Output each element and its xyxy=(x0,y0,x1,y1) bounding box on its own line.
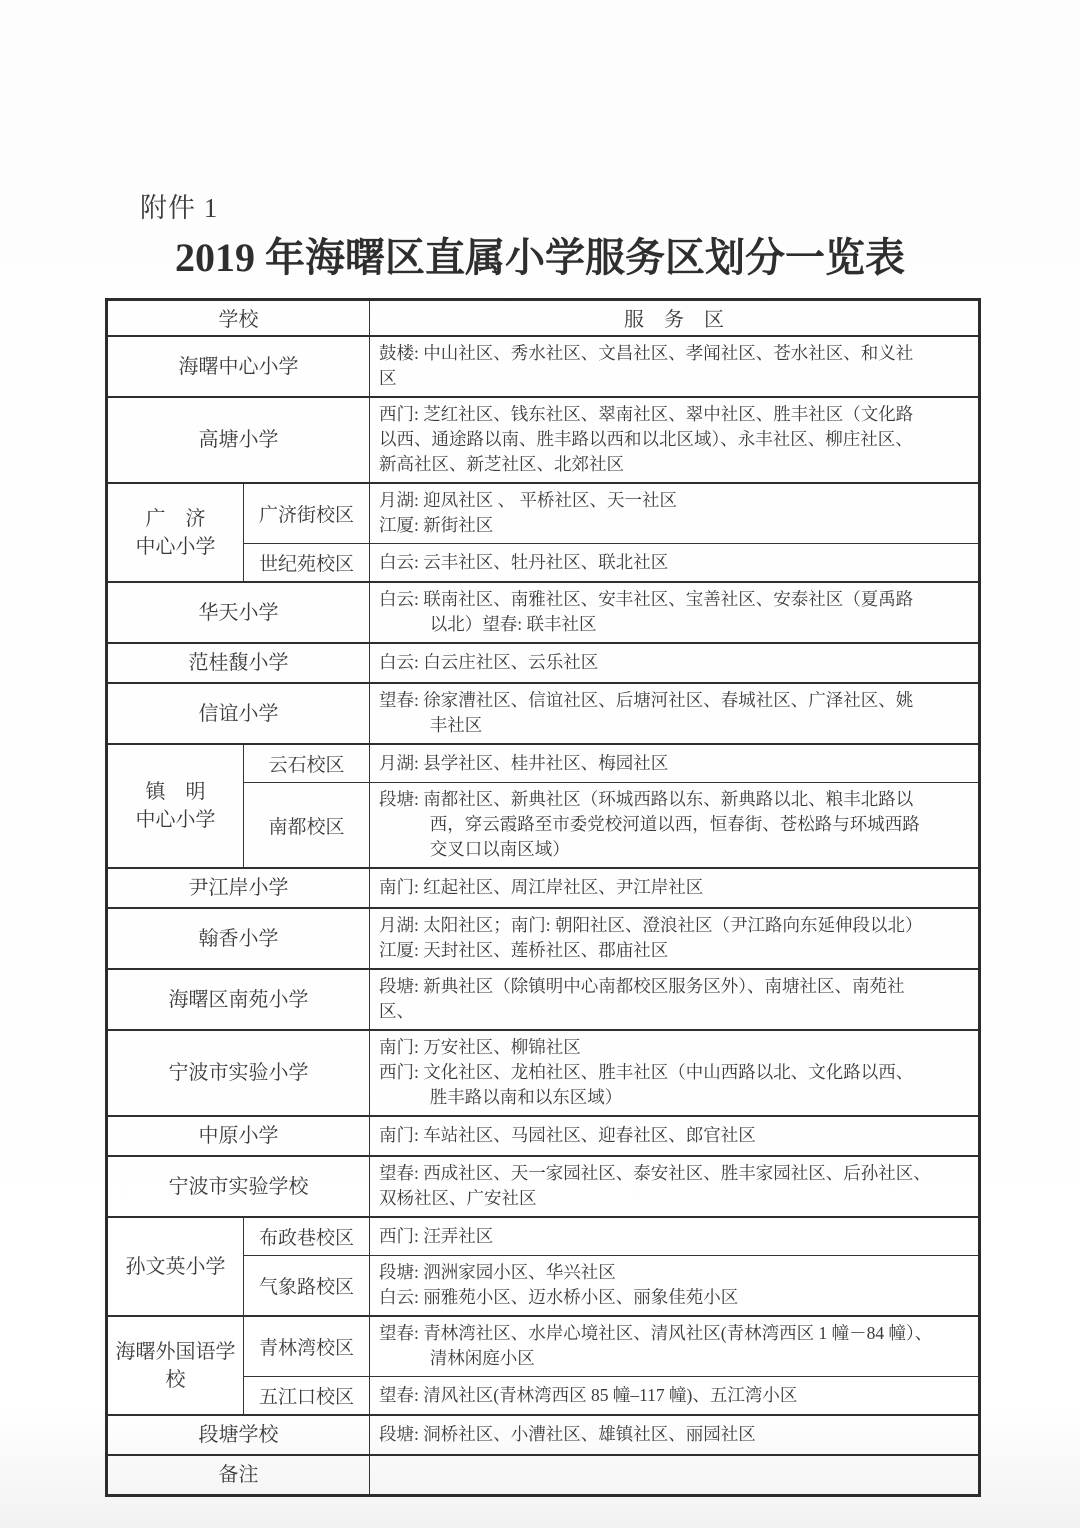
service-area-cell xyxy=(370,544,980,583)
service-area-line: 以北）望春: 联丰社区 xyxy=(429,614,597,634)
service-area-line: 南门: 红起社区、周江岸社区、尹江岸社区 xyxy=(379,877,704,897)
school-name-cell xyxy=(107,336,370,397)
service-area-line: 段塘: 泗洲家园小区、华兴社区 xyxy=(379,1262,616,1282)
school-name-line: 华天小学 xyxy=(198,601,279,624)
service-area-line: 西门: 汪弄社区 xyxy=(379,1225,494,1246)
school-name-cell xyxy=(107,744,244,868)
school-name-cell xyxy=(107,483,244,582)
service-area-line: 双杨社区、广安社区 xyxy=(379,1188,537,1208)
service-area-cell xyxy=(370,1316,980,1377)
service-area-line: 西，穿云霞路至市委党校河道以西，恒春街、苍松路与环城西路 xyxy=(429,814,920,834)
school-name-line: 高塘小学 xyxy=(198,429,279,451)
table-row xyxy=(107,397,980,483)
service-area-cell xyxy=(370,483,980,544)
school-name-line: 信谊小学 xyxy=(198,702,279,725)
service-area-line: 白云: 丽雅苑小区、迈水桥小区、丽象佳苑小区 xyxy=(379,1287,739,1307)
service-area-cell xyxy=(370,1156,980,1217)
column-header-service: 服 务 区 xyxy=(370,300,980,337)
table-row xyxy=(107,969,980,1030)
table-row xyxy=(107,908,980,969)
school-name-cell xyxy=(107,1415,370,1455)
attachment-label: 附件 1 xyxy=(140,193,219,223)
service-area-line: 南门: 万安社区、柳锦社区 xyxy=(379,1037,581,1057)
school-name-line: 海曙中心小学 xyxy=(178,355,299,378)
page-title: 2019 年海曙区直属小学服务区划分一览表 xyxy=(175,235,905,280)
table-row xyxy=(107,868,980,908)
school-name-line: 中心小学 xyxy=(135,809,216,831)
service-area-cell xyxy=(370,397,980,483)
school-name-line: 尹江岸小学 xyxy=(188,877,289,899)
service-area-cell xyxy=(370,1377,980,1416)
service-area-line: 西门: 芝红社区、钱东社区、翠南社区、翠中社区、胜丰社区（文化路 xyxy=(379,404,914,424)
service-area-line: 月湖: 县学社区、桂井社区、梅园社区 xyxy=(379,752,669,773)
campus-name-cell: 世纪苑校区 xyxy=(244,544,370,583)
school-name-cell xyxy=(107,868,370,908)
school-name-line: 中心小学 xyxy=(135,535,216,558)
school-name-cell xyxy=(107,1455,370,1496)
school-name-cell xyxy=(107,908,370,969)
school-name-line: 宁波市实验学校 xyxy=(168,1175,309,1198)
school-name-cell xyxy=(107,969,370,1030)
campus-name-cell: 云石校区 xyxy=(244,744,370,783)
service-area-line: 白云: 云丰社区、牡丹社区、联北社区 xyxy=(379,551,669,572)
school-name-cell xyxy=(107,582,370,643)
school-name-line: 海曙区南苑小学 xyxy=(168,988,309,1011)
table-row xyxy=(107,1415,980,1455)
service-area-line: 望春: 西成社区、天一家园社区、泰安社区、胜丰家园社区、后孙社区、 xyxy=(379,1163,931,1183)
service-area-line: 江厦: 新街社区 xyxy=(379,515,494,535)
school-name-line: 范桂馥小学 xyxy=(188,652,289,674)
service-area-line: 丰社区 xyxy=(429,715,483,735)
service-area-cell xyxy=(370,1116,980,1156)
service-area-line: 段塘: 洞桥社区、小漕社区、雄镇社区、丽园社区 xyxy=(379,1424,756,1444)
service-area-line: 南门: 车站社区、马园社区、迎春社区、郎官社区 xyxy=(379,1125,756,1145)
school-name-line: 翰香小学 xyxy=(198,927,279,950)
table-row xyxy=(107,1455,980,1496)
school-name-cell xyxy=(107,1030,370,1116)
service-area-line: 江厦: 天封社区、莲桥社区、郡庙社区 xyxy=(379,940,669,960)
service-area-table xyxy=(105,298,981,1497)
service-area-cell xyxy=(370,683,980,744)
service-area-cell xyxy=(370,868,980,908)
service-area-line: 望春: 徐家漕社区、信谊社区、后塘河社区、春城社区、广泽社区、姚 xyxy=(379,690,914,710)
service-area-line: 交叉口以南区域） xyxy=(429,839,570,859)
school-name-line: 中原小学 xyxy=(198,1125,279,1147)
table-row xyxy=(107,1156,980,1217)
service-area-line: 区 xyxy=(379,368,397,388)
school-name-cell xyxy=(107,1156,370,1217)
service-area-cell xyxy=(370,1256,980,1317)
service-area-line: 新高社区、新芝社区、北郊社区 xyxy=(379,454,624,474)
campus-name-cell: 广济街校区 xyxy=(244,483,370,544)
service-area-cell xyxy=(370,969,980,1030)
service-area-cell xyxy=(370,336,980,397)
column-header-school: 学校 xyxy=(107,300,370,337)
school-name-cell xyxy=(107,683,370,744)
campus-name-cell: 青林湾校区 xyxy=(244,1316,370,1377)
table-row xyxy=(107,1316,980,1377)
service-area-line: 段塘: 新典社区（除镇明中心南都校区服务区外）、南塘社区、南苑社 xyxy=(379,976,905,996)
school-name-line: 宁波市实验小学 xyxy=(168,1062,309,1084)
service-area-cell xyxy=(370,1217,980,1256)
school-name-line: 校 xyxy=(165,1368,186,1391)
service-area-cell xyxy=(370,643,980,683)
school-name-line: 段塘学校 xyxy=(198,1424,279,1446)
service-area-line: 区、 xyxy=(379,1001,414,1021)
table-row xyxy=(107,744,980,783)
table-row xyxy=(107,643,980,683)
table-row xyxy=(107,483,980,544)
service-area-cell xyxy=(370,783,980,869)
service-area-line: 望春: 青林湾社区、水岸心境社区、清风社区(青林湾西区 1 幢－84 幢）、 xyxy=(379,1323,933,1343)
service-area-line: 月湖: 太阳社区；南门: 朝阳社区、澄浪社区（尹江路向东延伸段以北） xyxy=(379,915,923,935)
service-area-line: 鼓楼: 中山社区、秀水社区、文昌社区、孝闻社区、苍水社区、和义社 xyxy=(379,343,914,363)
service-area-line: 白云: 联南社区、南雅社区、安丰社区、宝善社区、安泰社区（夏禹路 xyxy=(379,589,914,609)
service-area-line: 西门: 文化社区、龙柏社区、胜丰社区（中山西路以北、文化路以西、 xyxy=(379,1062,914,1082)
table-row xyxy=(107,582,980,643)
service-area-line: 望春: 清风社区(青林湾西区 85 幢–117 幢)、五江湾小区 xyxy=(379,1384,798,1405)
school-name-line: 镇 明 xyxy=(145,781,206,803)
campus-name-cell: 南都校区 xyxy=(244,783,370,869)
service-area-line: 以西、通途路以南、胜丰路以西和以北区域）、永丰社区、柳庄社区、 xyxy=(379,429,913,449)
service-area-cell xyxy=(370,1415,980,1455)
table-header-row xyxy=(107,300,980,337)
school-name-cell xyxy=(107,397,370,483)
service-area-line: 月湖: 迎凤社区 、 平桥社区、天一社区 xyxy=(379,490,677,510)
service-area-cell xyxy=(370,1030,980,1116)
table-row xyxy=(107,683,980,744)
campus-name-cell: 气象路校区 xyxy=(244,1256,370,1317)
service-area-line: 白云: 白云庄社区、云乐社区 xyxy=(379,652,599,672)
service-area-cell xyxy=(370,582,980,643)
campus-name-cell: 五江口校区 xyxy=(244,1377,370,1416)
school-name-line: 广 济 xyxy=(145,507,206,530)
service-area-cell xyxy=(370,908,980,969)
service-area-line: 胜丰路以南和以东区域） xyxy=(429,1087,623,1107)
table-row xyxy=(107,1217,980,1256)
table-row xyxy=(107,336,980,397)
service-area-line: 清林闲庭小区 xyxy=(429,1348,535,1368)
service-area-cell xyxy=(370,1455,980,1496)
campus-name-cell: 布政巷校区 xyxy=(244,1217,370,1256)
school-name-line: 备注 xyxy=(218,1464,259,1486)
school-name-cell xyxy=(107,643,370,683)
service-area-line: 段塘: 南都社区、新典社区（环城西路以东、新典路以北、粮丰北路以 xyxy=(379,789,914,809)
table-row xyxy=(107,1116,980,1156)
school-name-cell xyxy=(107,1116,370,1156)
school-name-cell xyxy=(107,1316,244,1415)
service-area-cell xyxy=(370,744,980,783)
school-name-line: 海曙外国语学 xyxy=(115,1340,236,1363)
school-name-cell xyxy=(107,1217,244,1316)
school-name-line: 孙文英小学 xyxy=(125,1255,226,1278)
table-row xyxy=(107,1030,980,1116)
